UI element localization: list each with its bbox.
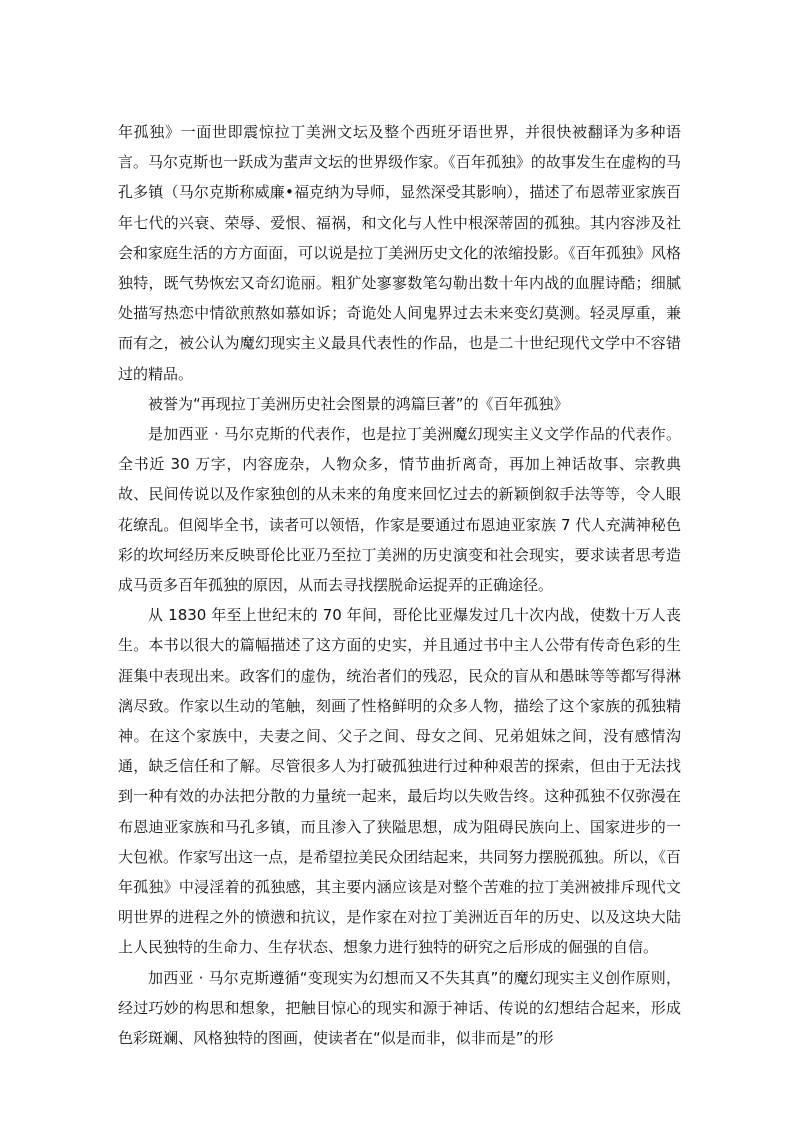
document-page (118, 117, 681, 1053)
paragraph-1: 年孤独》一面世即震惊拉丁美洲文坛及整个西班牙语世界，并很快被翻译为多种语言。马尔克斯也一跃成为蜚声文坛的世界级作家。《百年孤独》的故事发生在虚构的马孔多镇（马尔克斯称威廉•福克纳为导师，显然深受其影响），描述了布恩蒂亚家族百年七代的兴衰、荣辱、爱恨、福祸，和文化与人性中根深蒂固的孤独。其内容涉及社会和家庭生活的方方面面，可以说是拉丁美洲历史文化的浓缩投影。《百年孤独》风格独特，既气势恢宏又奇幻诡丽。粗犷处寥寥数笔勾勒出数十年内战的血腥诗酷；细腻处描写热恋中情欲煎熬如慕如诉；奇诡处人间鬼界过去未来变幻莫测。轻灵厚重，兼而有之，被公认为魔幻现实主义最具代表性的作品，也是二十世纪现代文学中不容错过的精品。 (118, 123, 681, 383)
paragraph-5: 加西亚 · 马尔克斯遵循“变现实为幻想而又不失其真”的魔幻现实主义创作原则，经过巧妙的构思和想象，把触目惊心的现实和源于神话、传说的幻想结合起来，形成色彩斑斓、风格独特的图画，使读者在“似是而非，似非而是”的形 (118, 968, 681, 1048)
paragraph-2: 被誉为“再现拉丁美洲历史社会图景的鸿篇巨著”的《百年孤独》 (148, 394, 569, 413)
paragraph-4: 从 1830 年至上世纪末的 70 年间，哥伦比亚爆发过几十次内战，使数十万人丧生。本书以很大的篇幅描述了这方面的史实，并且通过书中主人公带有传奇色彩的生涯集中表现出来。政客们的虚伪，统治者们的残忍，民众的盲从和愚昧等等都写得淋漓尽致。作家以生动的笔触，刻画了性格鲜明的众多人物，描绘了这个家族的孤独精神。在这个家族中，夫妻之间、父子之间、母女之间、兄弟姐妹之间，没有感情沟通，缺乏信任和了解。尽管很多人为打破孤独进行过种种艰苦的探索，但由于无法找到一种有效的办法把分散的力量统一起来，最后均以失败告终。这种孤独不仅弥漫在布恩迪亚家族和马孔多镇，而且渗入了狭隘思想，成为阻碍民族向上、国家进步的一大包袱。作家写出这一点，是希望拉美民众团结起来，共同努力摆脱孤独。所以，《百年孤独》中浸淫着的孤独感，其主要内涵应该是对整个苦难的拉丁美洲被排斥现代文明世界的进程之外的愤懑和抗议，是作家在对拉丁美洲近百年的历史、以及这块大陆上人民独特的生命力、生存状态、想象力进行独特的研究之后形成的倔强的自信。 (118, 606, 681, 957)
paragraph-3: 是加西亚 · 马尔克斯的代表作，也是拉丁美洲魔幻现实主义文学作品的代表作。全书近 30 万字，内容庞杂，人物众多，情节曲折离奇，再加上神话故事、宗教典故、民间传说以及作家独创的从未来的角度来回忆过去的新颖倒叙手法等等，令人眼花缭乱。但阅毕全书，读者可以领悟，作家是要通过布恩迪亚家族 7 代人充满神秘色彩的坎坷经历来反映哥伦比亚乃至拉丁美洲的历史演变和社会现实，要求读者思考造成马贡多百年孤独的原因，从而去寻找摆脱命运捉弄的正确途径。 (118, 425, 681, 595)
